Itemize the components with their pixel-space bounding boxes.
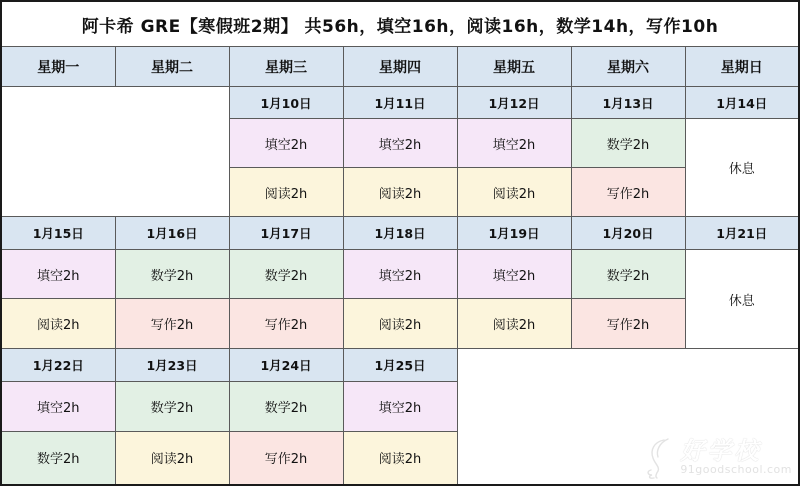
date-cell: 1月17日 bbox=[229, 217, 343, 250]
schedule-cell: 填空2h bbox=[1, 250, 115, 299]
date-cell: 1月25日 bbox=[343, 349, 457, 382]
weekday-header-saturday: 星期六 bbox=[571, 47, 685, 87]
weekday-header-tuesday: 星期二 bbox=[115, 47, 229, 87]
schedule-cell: 填空2h bbox=[1, 382, 115, 432]
date-cell: 1月19日 bbox=[457, 217, 571, 250]
date-cell: 1月24日 bbox=[229, 349, 343, 382]
schedule-cell: 填空2h bbox=[343, 119, 457, 168]
date-cell: 1月16日 bbox=[115, 217, 229, 250]
rest-cell: 休息 bbox=[685, 119, 799, 217]
weekday-header-monday: 星期一 bbox=[1, 47, 115, 87]
weekday-header-sunday: 星期日 bbox=[685, 47, 799, 87]
watermark-brand: 好学校 bbox=[680, 436, 762, 465]
schedule-cell: 阅读2h bbox=[343, 299, 457, 349]
schedule-cell: 数学2h bbox=[229, 382, 343, 432]
watermark bbox=[644, 436, 792, 480]
schedule-cell: 写作2h bbox=[115, 299, 229, 349]
schedule-cell: 数学2h bbox=[571, 119, 685, 168]
empty-block-week3 bbox=[457, 349, 799, 485]
date-cell: 1月14日 bbox=[685, 87, 799, 119]
schedule-cell: 填空2h bbox=[457, 119, 571, 168]
date-cell: 1月12日 bbox=[457, 87, 571, 119]
schedule-cell: 阅读2h bbox=[115, 432, 229, 485]
date-cell: 1月21日 bbox=[685, 217, 799, 250]
schedule-cell: 填空2h bbox=[343, 382, 457, 432]
date-cell: 1月23日 bbox=[115, 349, 229, 382]
date-cell: 1月11日 bbox=[343, 87, 457, 119]
date-cell: 1月22日 bbox=[1, 349, 115, 382]
date-cell: 1月13日 bbox=[571, 87, 685, 119]
schedule-cell: 写作2h bbox=[229, 432, 343, 485]
schedule-cell: 填空2h bbox=[457, 250, 571, 299]
date-cell: 1月10日 bbox=[229, 87, 343, 119]
empty-block-week1 bbox=[1, 87, 229, 217]
schedule-cell: 阅读2h bbox=[457, 168, 571, 217]
schedule-cell: 阅读2h bbox=[343, 168, 457, 217]
schedule-cell: 写作2h bbox=[571, 299, 685, 349]
schedule-cell: 填空2h bbox=[343, 250, 457, 299]
schedule-cell: 填空2h bbox=[229, 119, 343, 168]
date-cell: 1月18日 bbox=[343, 217, 457, 250]
schedule-cell: 数学2h bbox=[229, 250, 343, 299]
watermark-logo-icon bbox=[644, 436, 678, 480]
schedule-cell: 数学2h bbox=[571, 250, 685, 299]
schedule-cell: 数学2h bbox=[1, 432, 115, 485]
rest-cell: 休息 bbox=[685, 250, 799, 349]
weekday-header-wednesday: 星期三 bbox=[229, 47, 343, 87]
schedule-cell: 数学2h bbox=[115, 382, 229, 432]
page-title: 阿卡希 GRE【寒假班2期】 共56h，填空16h，阅读16h，数学14h，写作10h bbox=[1, 1, 799, 47]
schedule-cell: 数学2h bbox=[115, 250, 229, 299]
watermark-site: 91goodschool.com bbox=[680, 462, 792, 476]
schedule-cell: 阅读2h bbox=[457, 299, 571, 349]
weekday-header-thursday: 星期四 bbox=[343, 47, 457, 87]
schedule-cell: 阅读2h bbox=[229, 168, 343, 217]
schedule-cell: 写作2h bbox=[571, 168, 685, 217]
date-cell: 1月20日 bbox=[571, 217, 685, 250]
schedule-cell: 写作2h bbox=[229, 299, 343, 349]
schedule-cell: 阅读2h bbox=[343, 432, 457, 485]
weekday-header-friday: 星期五 bbox=[457, 47, 571, 87]
date-cell: 1月15日 bbox=[1, 217, 115, 250]
schedule-cell: 阅读2h bbox=[1, 299, 115, 349]
